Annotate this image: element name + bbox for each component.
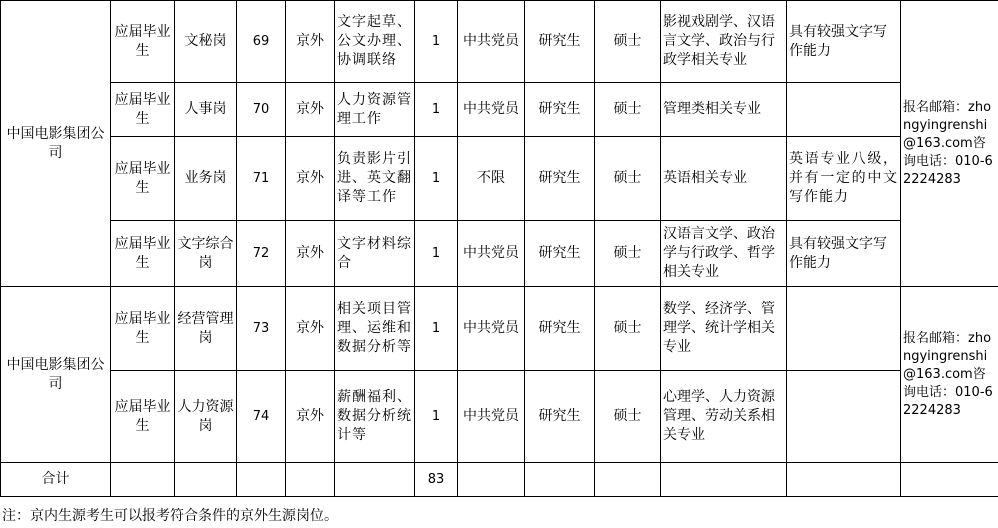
other-requirements-cell: 具有较强文字写作能力 bbox=[787, 221, 901, 287]
position-code-cell: 70 bbox=[237, 83, 286, 137]
duties-cell: 负责影片引进、英文翻译等工作 bbox=[335, 137, 415, 221]
table-row bbox=[1, 137, 998, 221]
other-requirements-cell: 英语专业八级，并有一定的中文写作能力 bbox=[787, 137, 901, 221]
candidate-type-cell: 应届毕业生 bbox=[111, 1, 175, 83]
empty-cell bbox=[286, 463, 335, 497]
headcount-cell: 1 bbox=[415, 287, 458, 371]
political-status-cell: 不限 bbox=[458, 137, 525, 221]
company-cell: 中国电影集团公司 bbox=[1, 287, 111, 463]
other-requirements-cell: 具有较强文字写作能力 bbox=[787, 1, 901, 83]
position-cell: 人力资源岗 bbox=[175, 371, 237, 463]
total-label-cell: 合计 bbox=[1, 463, 111, 497]
headcount-cell: 1 bbox=[415, 83, 458, 137]
position-cell: 文秘岗 bbox=[175, 1, 237, 83]
empty-cell bbox=[595, 463, 661, 497]
political-status-cell: 中共党员 bbox=[458, 221, 525, 287]
position-cell: 文字综合岗 bbox=[175, 221, 237, 287]
table-row bbox=[1, 83, 998, 137]
origin-cell: 京外 bbox=[286, 371, 335, 463]
empty-cell bbox=[237, 463, 286, 497]
headcount-cell: 1 bbox=[415, 1, 458, 83]
table-row bbox=[1, 287, 998, 371]
company-cell: 中国电影集团公司 bbox=[1, 1, 111, 287]
other-requirements-cell bbox=[787, 83, 901, 137]
empty-cell bbox=[787, 463, 901, 497]
other-requirements-cell bbox=[787, 371, 901, 463]
major-cell: 影视戏剧学、汉语言文学、政治与行政学相关专业 bbox=[661, 1, 787, 83]
contact-info-cell: 报名邮箱：zhongyingrenshi@163.com咨询电话：010-62224283 bbox=[901, 287, 998, 463]
position-cell: 人事岗 bbox=[175, 83, 237, 137]
candidate-type-cell: 应届毕业生 bbox=[111, 371, 175, 463]
origin-cell: 京外 bbox=[286, 1, 335, 83]
duties-cell: 薪酬福利、数据分析统计等 bbox=[335, 371, 415, 463]
duties-cell: 人力资源管理工作 bbox=[335, 83, 415, 137]
major-cell: 管理类相关专业 bbox=[661, 83, 787, 137]
empty-cell bbox=[335, 463, 415, 497]
other-requirements-cell bbox=[787, 287, 901, 371]
headcount-cell: 1 bbox=[415, 371, 458, 463]
position-code-cell: 71 bbox=[237, 137, 286, 221]
political-status-cell: 中共党员 bbox=[458, 1, 525, 83]
major-cell: 心理学、人力资源管理、劳动关系相关专业 bbox=[661, 371, 787, 463]
education-cell: 研究生 bbox=[525, 137, 595, 221]
political-status-cell: 中共党员 bbox=[458, 287, 525, 371]
origin-cell: 京外 bbox=[286, 221, 335, 287]
duties-cell: 相关项目管理、运维和数据分析等 bbox=[335, 287, 415, 371]
degree-cell: 硕士 bbox=[595, 137, 661, 221]
political-status-cell: 中共党员 bbox=[458, 371, 525, 463]
table-row bbox=[1, 221, 998, 287]
degree-cell: 硕士 bbox=[595, 371, 661, 463]
empty-cell bbox=[111, 463, 175, 497]
position-cell: 业务岗 bbox=[175, 137, 237, 221]
empty-cell bbox=[901, 463, 998, 497]
candidate-type-cell: 应届毕业生 bbox=[111, 287, 175, 371]
table-row bbox=[1, 371, 998, 463]
political-status-cell: 中共党员 bbox=[458, 83, 525, 137]
major-cell: 汉语言文学、政治学与行政学、哲学相关专业 bbox=[661, 221, 787, 287]
position-code-cell: 72 bbox=[237, 221, 286, 287]
degree-cell: 硕士 bbox=[595, 1, 661, 83]
total-count-cell: 83 bbox=[415, 463, 458, 497]
education-cell: 研究生 bbox=[525, 221, 595, 287]
origin-cell: 京外 bbox=[286, 137, 335, 221]
position-code-cell: 69 bbox=[237, 1, 286, 83]
empty-cell bbox=[175, 463, 237, 497]
degree-cell: 硕士 bbox=[595, 221, 661, 287]
education-cell: 研究生 bbox=[525, 1, 595, 83]
education-cell: 研究生 bbox=[525, 371, 595, 463]
empty-cell bbox=[458, 463, 525, 497]
degree-cell: 硕士 bbox=[595, 83, 661, 137]
empty-cell bbox=[661, 463, 787, 497]
candidate-type-cell: 应届毕业生 bbox=[111, 221, 175, 287]
empty-cell bbox=[525, 463, 595, 497]
position-code-cell: 74 bbox=[237, 371, 286, 463]
major-cell: 英语相关专业 bbox=[661, 137, 787, 221]
footnote: 注：京内生源考生可以报考符合条件的京外生源岗位。 bbox=[2, 508, 338, 524]
education-cell: 研究生 bbox=[525, 287, 595, 371]
headcount-cell: 1 bbox=[415, 221, 458, 287]
duties-cell: 文字材料综合 bbox=[335, 221, 415, 287]
position-cell: 经营管理岗 bbox=[175, 287, 237, 371]
candidate-type-cell: 应届毕业生 bbox=[111, 83, 175, 137]
major-cell: 数学、经济学、管理学、统计学相关专业 bbox=[661, 287, 787, 371]
headcount-cell: 1 bbox=[415, 137, 458, 221]
degree-cell: 硕士 bbox=[595, 287, 661, 371]
candidate-type-cell: 应届毕业生 bbox=[111, 137, 175, 221]
education-cell: 研究生 bbox=[525, 83, 595, 137]
origin-cell: 京外 bbox=[286, 287, 335, 371]
position-code-cell: 73 bbox=[237, 287, 286, 371]
duties-cell: 文字起草、公文办理、协调联络 bbox=[335, 1, 415, 83]
table-row bbox=[1, 1, 998, 83]
total-row bbox=[1, 463, 998, 497]
origin-cell: 京外 bbox=[286, 83, 335, 137]
contact-info-cell: 报名邮箱：zhongyingrenshi@163.com咨询电话：010-62224283 bbox=[901, 1, 998, 287]
